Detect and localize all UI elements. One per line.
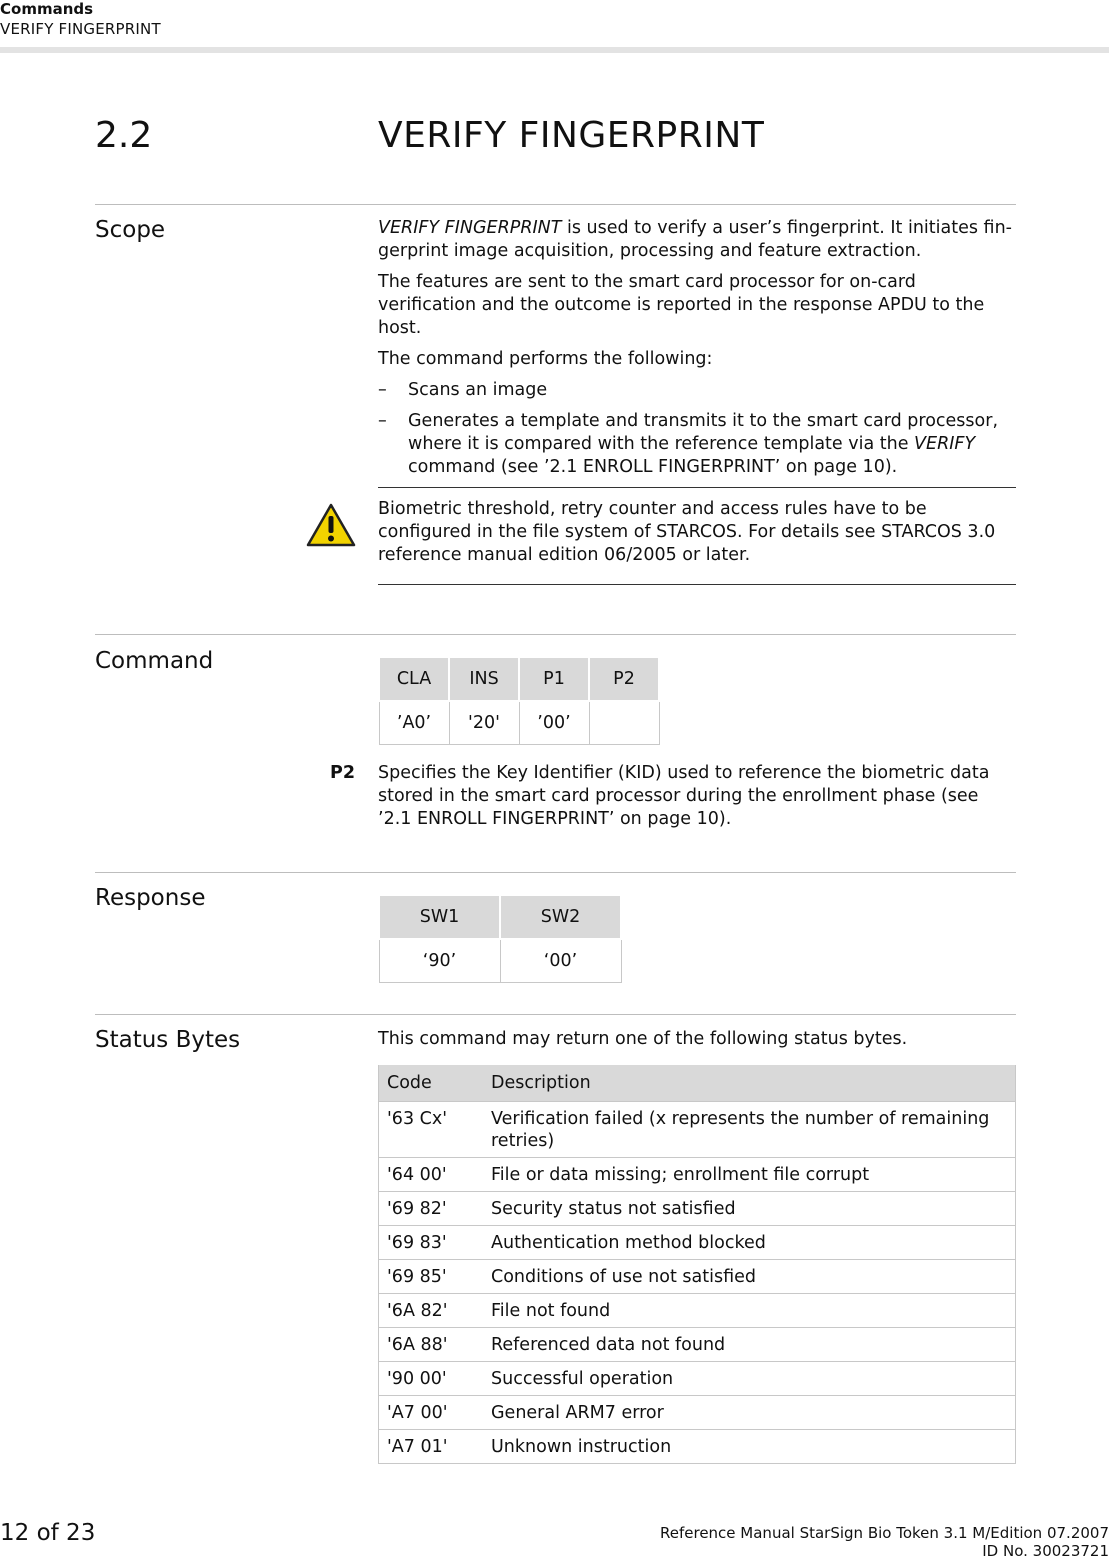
- scope-paragraph-2: The features are sent to the smart card processor for on-card verification and the outcome is reported in the response APDU to the host.: [378, 272, 985, 338]
- status-description: Referenced data not found: [483, 1328, 1016, 1362]
- status-description: Security status not satisfied: [483, 1192, 1016, 1226]
- col-header-p2: P2: [589, 657, 659, 701]
- header-divider: [0, 47, 1109, 53]
- p2-description: Specifies the Key Identifier (KID) used to reference the biometric data stored in the smart card processor during the enrollment phase (see ’2.1 ENROLL FINGERPRINT’ on page 10).: [378, 763, 990, 829]
- note-text: Biometric threshold, retry counter and access rules have to be configured in the file system of STARCOS. For details see STARCOS 3.0 reference manual edition 06/2005 or later.: [378, 499, 996, 565]
- status-code: '69 83': [379, 1226, 484, 1260]
- status-code: '6A 88': [379, 1328, 484, 1362]
- status-code: '69 82': [379, 1192, 484, 1226]
- scope-heading: Scope: [95, 217, 166, 243]
- table-row: [379, 1430, 1016, 1464]
- status-bytes-heading: Status Bytes: [95, 1027, 241, 1053]
- response-table: [378, 894, 622, 983]
- status-code: '69 85': [379, 1260, 484, 1294]
- command-name: VERIFY FINGERPRINT: [378, 218, 562, 238]
- cell-ins: '20': [449, 701, 519, 745]
- document-id: ID No. 30023721: [982, 1542, 1109, 1560]
- command-heading: Command: [95, 648, 214, 674]
- page-number: 12 of 23: [0, 1520, 96, 1546]
- status-code: 'A7 00': [379, 1396, 484, 1430]
- p2-label: P2: [330, 763, 356, 783]
- table-row: [379, 1260, 1016, 1294]
- table-row: [379, 1158, 1016, 1192]
- list-item: [378, 410, 1016, 479]
- status-description: File not found: [483, 1294, 1016, 1328]
- manual-title: Reference Manual StarSign Bio Token 3.1 M/Edition 07.2007: [660, 1524, 1109, 1542]
- col-header-p1: P1: [519, 657, 589, 701]
- status-description: Unknown instruction: [483, 1430, 1016, 1464]
- table-row: [379, 1362, 1016, 1396]
- cell-p2: [589, 701, 659, 745]
- table-row: [379, 1102, 1016, 1158]
- list-item: [378, 379, 1016, 402]
- col-header-cla: CLA: [379, 657, 449, 701]
- status-code: 'A7 01': [379, 1430, 484, 1464]
- cell-sw1: ‘90’: [379, 939, 500, 983]
- list-item-text: Generates a template and transmits it to the smart card processor, where it is compared with the reference template via the: [408, 411, 999, 454]
- page-title: VERIFY FINGERPRINT: [378, 115, 765, 156]
- table-row: [379, 1396, 1016, 1430]
- status-description: File or data missing; enrollment file corrupt: [483, 1158, 1016, 1192]
- table-row: [379, 1294, 1016, 1328]
- cell-p1: ’00’: [519, 701, 589, 745]
- scope-paragraph-1-text: is used to verify a user’s fingerprint. It initiates fingerprint image acquisition, processing and feature extraction.: [378, 218, 1012, 261]
- status-description: Successful operation: [483, 1362, 1016, 1396]
- running-header-section: VERIFY FINGERPRINT: [0, 20, 161, 38]
- table-row: [379, 1328, 1016, 1362]
- warning-icon: [305, 502, 357, 548]
- status-code: '63 Cx': [379, 1102, 484, 1158]
- verify-command-ref: VERIFY: [914, 434, 976, 454]
- dash-bullet: –: [378, 411, 387, 431]
- status-bytes-table: [378, 1065, 1016, 1464]
- col-header-sw2: SW2: [500, 895, 621, 939]
- status-code: '90 00': [379, 1362, 484, 1396]
- status-code: '6A 82': [379, 1294, 484, 1328]
- col-header-code: Code: [379, 1065, 484, 1102]
- col-header-ins: INS: [449, 657, 519, 701]
- note-box: [378, 487, 1016, 585]
- table-row: [379, 1226, 1016, 1260]
- status-description: General ARM7 error: [483, 1396, 1016, 1430]
- col-header-description: Description: [483, 1065, 1016, 1102]
- section-rule: [95, 1014, 1016, 1015]
- dash-bullet: –: [378, 380, 387, 400]
- status-intro: This command may return one of the following status bytes.: [378, 1029, 908, 1049]
- section-rule: [95, 204, 1016, 205]
- section-rule: [95, 634, 1016, 635]
- cell-sw2: ‘00’: [500, 939, 621, 983]
- list-item-text: Scans an image: [408, 380, 548, 400]
- status-code: '64 00': [379, 1158, 484, 1192]
- response-heading: Response: [95, 885, 206, 911]
- section-rule: [95, 872, 1016, 873]
- table-row: [379, 1192, 1016, 1226]
- scope-body: [378, 217, 1016, 487]
- list-item-text-cont: command (see ’2.1 ENROLL FINGERPRINT’ on page 10).: [408, 457, 898, 477]
- section-number: 2.2: [95, 115, 153, 156]
- scope-paragraph-1: [378, 217, 1016, 263]
- cell-cla: ’A0’: [379, 701, 449, 745]
- scope-paragraph-3: The command performs the following:: [378, 349, 713, 369]
- running-header-chapter: Commands: [0, 0, 94, 18]
- status-description: Verification failed (x represents the number of remaining retries): [483, 1102, 1016, 1158]
- status-description: Conditions of use not satisfied: [483, 1260, 1016, 1294]
- command-apdu-table: [378, 656, 660, 745]
- status-description: Authentication method blocked: [483, 1226, 1016, 1260]
- col-header-sw1: SW1: [379, 895, 500, 939]
